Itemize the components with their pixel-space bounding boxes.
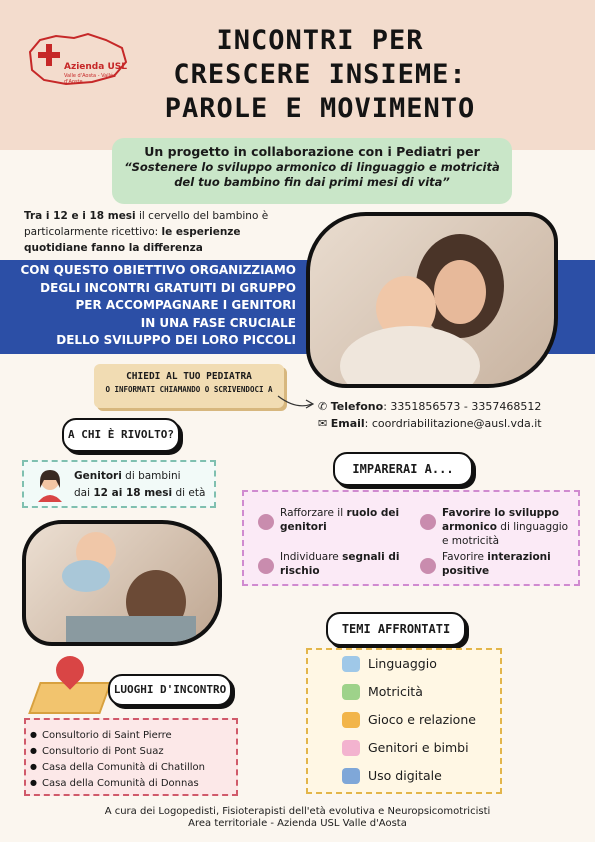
project-subtitle-box xyxy=(112,138,512,204)
learn-box xyxy=(242,490,580,586)
ask-line-1: CHIEDI AL TUO PEDIATRA xyxy=(126,371,252,382)
places-heading: LUOGHI D'INCONTRO xyxy=(108,674,232,706)
title-line-1: INCONTRI PER xyxy=(216,25,424,56)
email-label: Email xyxy=(330,417,365,430)
learn-heading: IMPARERAI A... xyxy=(333,452,473,486)
ask-pediatrician-tag xyxy=(94,364,284,408)
contact-info xyxy=(318,398,542,432)
usl-logo xyxy=(26,30,134,90)
language-icon xyxy=(342,656,360,672)
footer-line-2: Area territoriale - Azienda USL Valle d'Aosta xyxy=(188,818,407,829)
objective-line-4: IN UNA FASE CRUCIALE xyxy=(140,315,296,330)
learn-item-3: Individuare segnali di rischio xyxy=(280,551,400,577)
objective-text xyxy=(0,262,300,350)
father-baby-photo xyxy=(22,520,222,646)
places-box xyxy=(24,718,238,796)
themes-heading: TEMI AFFRONTATI xyxy=(326,612,466,646)
logo-subtitle: Valle d'Aosta - Vallée d'Aoste xyxy=(64,73,117,85)
objective-line-1: CON QUESTO OBIETTIVO ORGANIZZIAMO xyxy=(20,263,296,277)
motor-icon xyxy=(342,684,360,700)
themes-box xyxy=(306,648,502,794)
learn-item-2: Favorire lo sviluppo armonico di linguaggio e motricità xyxy=(442,507,569,547)
play-icon xyxy=(342,712,360,728)
phone-icon: ✆ xyxy=(318,400,328,413)
place-item: ● Consultorio di Saint Pierre xyxy=(42,730,172,741)
intro-text xyxy=(24,208,304,256)
footer xyxy=(0,806,595,830)
theme-item: Genitori e bimbi xyxy=(368,740,469,755)
learn-item-4: Favorire interazioni positive xyxy=(442,551,551,577)
check-icon xyxy=(258,558,274,574)
objective-line-2: DEGLI INCONTRI GRATUITI DI GRUPPO xyxy=(40,280,296,295)
who-heading: A CHI È RIVOLTO? xyxy=(62,418,180,452)
title-line-3: PAROLE E MOVIMENTO xyxy=(164,93,476,124)
mail-icon: ✉ xyxy=(318,417,328,430)
place-item: ● Casa della Comunità di Chatillon xyxy=(42,762,205,773)
page-title xyxy=(130,24,510,126)
phone-number[interactable]: : 3351856573 - 3357468512 xyxy=(383,400,542,413)
email-row xyxy=(318,415,542,432)
ask-line-2: O INFORMATI CHIAMANDO O SCRIVENDOCI A xyxy=(105,385,273,394)
phone-label: Telefono xyxy=(330,400,384,413)
place-item: ● Consultorio di Pont Suaz xyxy=(42,746,164,757)
who-text: Genitori di bambini dai 12 ai 18 mesi di età xyxy=(74,470,206,499)
theme-item: Uso digitale xyxy=(368,768,442,783)
footer-line-1: A cura dei Logopedisti, Fisioterapisti dell'età evolutiva e Neuropsicomotricisti xyxy=(104,806,491,817)
intro-middle: il cervello del bambino è particolarmente ricettivo: xyxy=(24,210,269,238)
tablet-icon xyxy=(342,768,360,784)
logo-name: Azienda USL xyxy=(64,62,127,72)
mother-baby-photo xyxy=(306,212,558,388)
objective-line-3: PER ACCOMPAGNARE I GENITORI xyxy=(75,298,296,312)
arrow-icon xyxy=(276,392,316,412)
subtitle-line-2: “Sostenere lo sviluppo armonico di linguaggio e motricità xyxy=(124,160,500,174)
email-address[interactable]: : coordriabilitazione@ausl.vda.it xyxy=(364,417,542,430)
intro-emphasis: le esperienze quotidiane fanno la differenza xyxy=(24,226,241,254)
learn-item-1: Rafforzare il ruolo dei genitori xyxy=(280,507,400,533)
theme-item: Motricità xyxy=(368,684,423,699)
subtitle-line-3: del tuo bambino fin dai primi mesi di vita” xyxy=(174,175,450,189)
check-icon xyxy=(420,514,436,530)
place-item: ● Casa della Comunità di Donnas xyxy=(42,778,199,789)
phone-row xyxy=(318,398,542,415)
objective-line-5: DELLO SVILUPPO DEI LORO PICCOLI xyxy=(56,333,296,347)
intro-age-range: Tra i 12 e i 18 mesi xyxy=(24,210,136,222)
theme-item: Gioco e relazione xyxy=(368,712,476,727)
who-box xyxy=(22,460,216,508)
parent-avatar-icon xyxy=(34,468,66,502)
family-icon xyxy=(342,740,360,756)
check-icon xyxy=(258,514,274,530)
theme-item: Linguaggio xyxy=(368,656,437,671)
check-icon xyxy=(420,558,436,574)
subtitle-line-1: Un progetto in collaborazione con i Pediatri per xyxy=(144,144,480,159)
title-line-2: CRESCERE INSIEME: xyxy=(173,59,467,90)
